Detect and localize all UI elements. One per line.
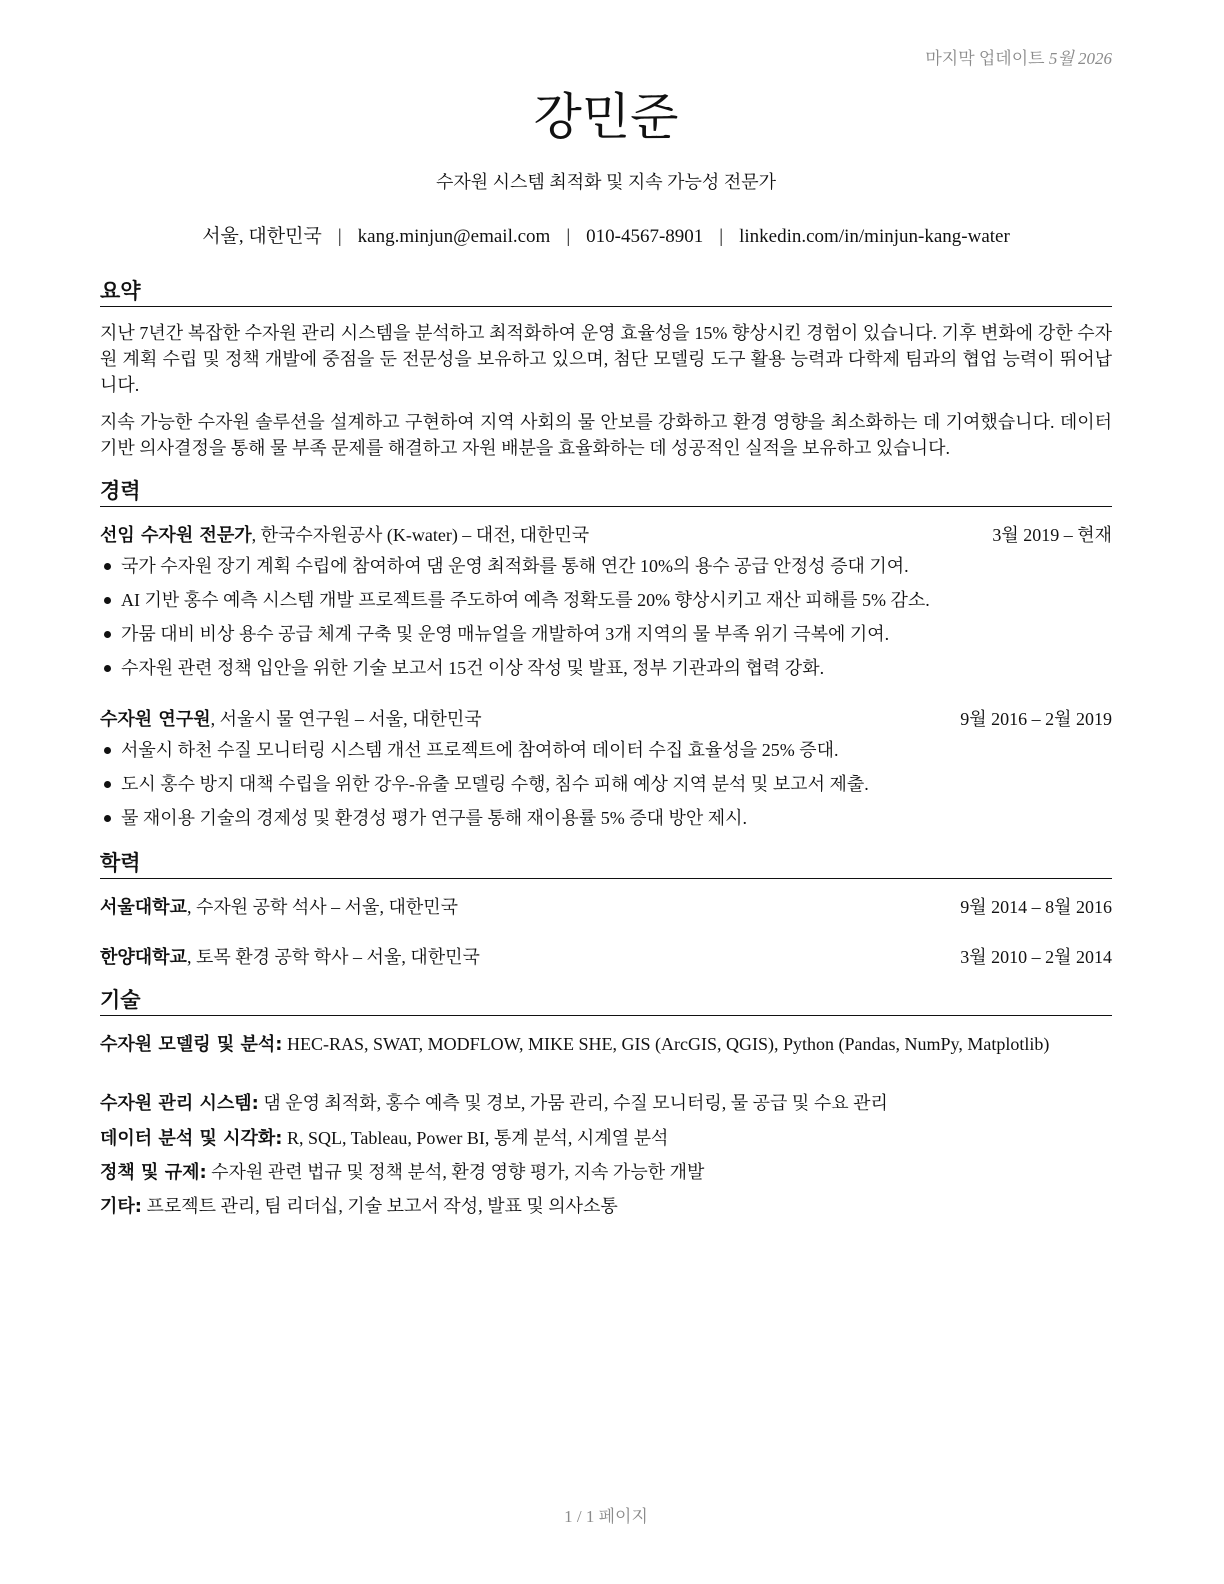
list-item: 가뭄 대비 비상 용수 공급 체계 구축 및 운영 매뉴얼을 개발하여 3개 지역의 물 부족 위기 극복에 기여. (100, 622, 1112, 656)
section-title-experience: 경력 (100, 478, 1112, 507)
degree-detail: , 수자원 공학 석사 – 서울, 대한민국 (186, 897, 458, 917)
contact-line (100, 225, 1112, 249)
school-name: 서울대학교 (100, 897, 187, 918)
skill-line (100, 1194, 1112, 1219)
email-link[interactable]: kang.minjun@email.com (357, 226, 551, 247)
location: 서울, 대한민국 (202, 226, 322, 247)
skill-label: 데이터 분석 및 시각화: (100, 1128, 283, 1149)
summary-paragraph: 지난 7년간 복잡한 수자원 관리 시스템을 분석하고 최적화하여 운영 효율성을 15% 향상시킨 경험이 있습니다. 기후 변화에 강한 수자원 계획 수립 및 정책 개발에 중점을 둔 전문성을 보유하고 있으며, 첨단 모델링 도구 활용 능력과 다학제 팀과의 협업 능력이 뛰어납니다. (100, 323, 1112, 395)
school-name: 한양대학교 (100, 947, 187, 968)
skill-value: 수자원 관련 법규 및 정책 분석, 환경 영향 평가, 지속 가능한 개발 (206, 1162, 705, 1182)
skill-value: 댐 운영 최적화, 홍수 예측 및 경보, 가뭄 관리, 수질 모니터링, 물 공급 및 수요 관리 (258, 1093, 888, 1113)
page-indicator: 1 / 1 페이지 (564, 1507, 648, 1526)
tagline: 수자원 시스템 최적화 및 지속 가능성 전문가 (436, 172, 776, 192)
education-item (100, 945, 1112, 970)
skill-value: 프로젝트 관리, 팀 리더십, 기술 보고서 작성, 발표 및 의사소통 (141, 1196, 618, 1216)
list-item: 도시 홍수 방지 대책 수립을 위한 강우-유출 모델링 수행, 침수 피해 예상 지역 분석 및 보고서 제출. (100, 772, 1112, 806)
skill-label: 기타: (100, 1196, 142, 1217)
skill-line (100, 1032, 1112, 1057)
job-header (100, 523, 1112, 548)
summary-paragraph: 지속 가능한 수자원 솔루션을 설계하고 구현하여 지역 사회의 물 안보를 강화하고 환경 영향을 최소화하는 데 기여했습니다. 데이터 기반 의사결정을 통해 물 부족 문제를 해결하고 자원 배분을 효율화하는 데 성공적인 실적을 보유하고 있습니다. (100, 412, 1112, 458)
list-item: 물 재이용 기술의 경제성 및 환경성 평가 연구를 통해 재이용률 5% 증대 방안 제시. (100, 806, 1112, 840)
education-dates: 3월 2010 – 2월 2014 (960, 947, 1112, 967)
separator: | (337, 226, 342, 247)
separator: | (566, 226, 571, 247)
section-title-summary: 요약 (100, 278, 1112, 307)
job-bullets (100, 554, 1112, 690)
job-title: 수자원 연구원 (100, 709, 211, 730)
job-dates: 9월 2016 – 2월 2019 (960, 709, 1112, 729)
resume-page (100, 0, 1112, 1584)
job-dates: 3월 2019 – 현재 (992, 525, 1112, 545)
skill-line (100, 1160, 1112, 1185)
candidate-name: 강민준 (533, 88, 679, 146)
degree-detail: , 토목 환경 공학 학사 – 서울, 대한민국 (186, 947, 480, 967)
last-updated-date: 5월 2026 (1048, 49, 1112, 68)
last-updated-prefix: 마지막 업데이트 (925, 49, 1045, 68)
phone: 010-4567-8901 (586, 226, 704, 247)
education-item (100, 895, 1112, 920)
education-dates: 9월 2014 – 8월 2016 (960, 897, 1112, 917)
linkedin-link[interactable]: linkedin.com/in/minjun-kang-water (739, 226, 1010, 247)
skill-label: 수자원 모델링 및 분석: (100, 1034, 283, 1055)
section-title-skills: 기술 (100, 987, 1112, 1016)
list-item: 서울시 하천 수질 모니터링 시스템 개선 프로젝트에 참여하여 데이터 수집 효율성을 25% 증대. (100, 738, 1112, 772)
job-header (100, 707, 1112, 732)
list-item: AI 기반 홍수 예측 시스템 개발 프로젝트를 주도하여 예측 정확도를 20% 향상시키고 재산 피해를 5% 감소. (100, 588, 1112, 622)
list-item: 국가 수자원 장기 계획 수립에 참여하여 댐 운영 최적화를 통해 연간 10%의 용수 공급 안정성 증대 기여. (100, 554, 1112, 588)
skill-label: 정책 및 규제: (100, 1162, 207, 1183)
skill-line (100, 1126, 1112, 1151)
skill-label: 수자원 관리 시스템: (100, 1093, 259, 1114)
separator: | (719, 226, 724, 247)
list-item: 수자원 관련 정책 입안을 위한 기술 보고서 15건 이상 작성 및 발표, 정부 기관과의 협력 강화. (100, 656, 1112, 690)
job-bullets (100, 738, 1112, 840)
job-org: , 서울시 물 연구원 – 서울, 대한민국 (210, 709, 482, 729)
last-updated (925, 44, 1112, 69)
section-title-education: 학력 (100, 850, 1112, 879)
job-title: 선임 수자원 전문가 (100, 525, 252, 546)
job-org: , 한국수자원공사 (K-water) – 대전, 대한민국 (251, 525, 590, 545)
skill-line (100, 1091, 1112, 1116)
skill-value: HEC-RAS, SWAT, MODFLOW, MIKE SHE, GIS (ArcGIS, QGIS), Python (Pandas, NumPy, Matplotlib) (282, 1034, 1050, 1054)
skill-value: R, SQL, Tableau, Power BI, 통계 분석, 시계열 분석 (282, 1128, 669, 1148)
